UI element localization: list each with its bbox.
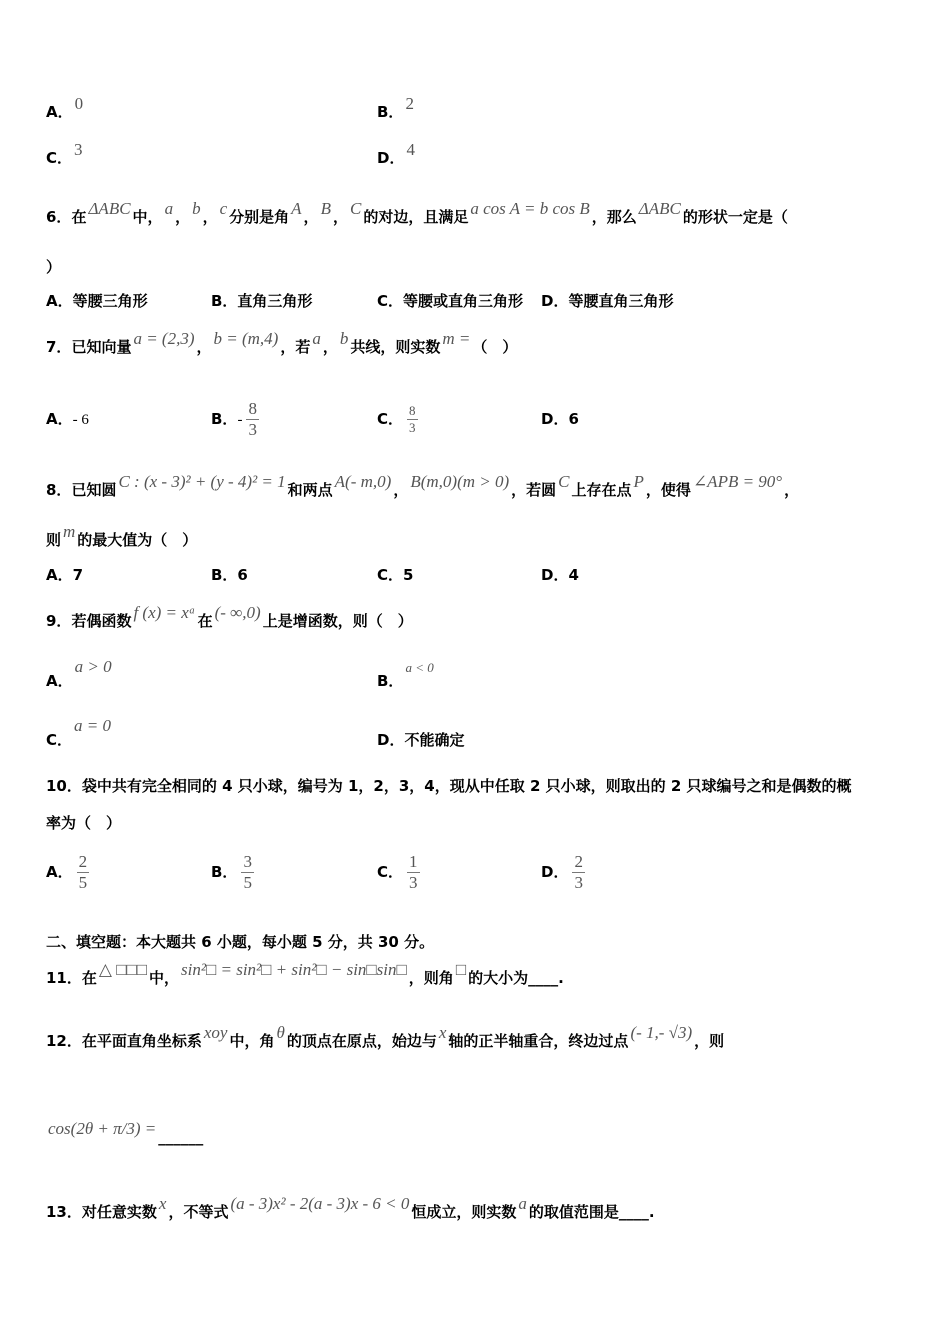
denominator: 3 [409, 420, 416, 435]
question-text: ， [175, 208, 191, 226]
question-text: 的取值范围是____. [528, 1203, 655, 1221]
math-expression: (- 1,- √3) [630, 1023, 693, 1042]
question-text: 分别是角 [229, 208, 290, 226]
option-label: A． [46, 410, 73, 428]
q7-option-c [377, 396, 422, 442]
question-text: 11． [46, 969, 82, 987]
math-expression: a = (2,3) [133, 329, 195, 348]
math-expression: c [219, 199, 228, 218]
question-text: ，若 [280, 338, 311, 356]
question-text: 中， [149, 969, 180, 987]
question-text: 的最大值为（ ） [77, 531, 198, 549]
q5-option-c [46, 140, 85, 168]
q8-option-c: C．5 [377, 566, 414, 584]
question-10-cont [46, 813, 121, 833]
q10-option-b [211, 848, 258, 896]
math-expression: (a - 3)x² - 2(a - 3)x - 6 < 0 [230, 1194, 410, 1213]
question-text: ） [46, 258, 62, 276]
q7-option-d: D．6 [541, 410, 579, 428]
question-text: 上是增函数，则（ ） [262, 612, 413, 630]
option-value: a = 0 [74, 716, 111, 735]
fraction [77, 852, 90, 893]
numerator: 8 [409, 403, 416, 418]
math-expression: m [63, 522, 76, 541]
question-text: 中， [132, 208, 163, 226]
option-label: C． [377, 410, 404, 428]
math-expression: a [312, 329, 321, 348]
question-text: 上存在点 [571, 481, 632, 499]
option-value: - 6 [72, 412, 89, 428]
question-text: ______ [158, 1128, 204, 1146]
question-text: ，则 [694, 1032, 725, 1050]
question-text: 和两点 [287, 481, 333, 499]
q9-option-d: D．不能确定 [377, 731, 465, 749]
q7-option-a [46, 409, 89, 430]
denominator: 5 [78, 873, 88, 892]
question-text: 12． [46, 1032, 82, 1050]
option-label: B． [377, 103, 404, 121]
math-expression: □ [455, 960, 467, 979]
question-text: ，则角 [408, 969, 454, 987]
question-text: 共线，则实数 [350, 338, 441, 356]
fraction [407, 403, 418, 436]
math-expression: θ [276, 1023, 285, 1042]
math-expression: C : (x - 3)² + (y - 4)² = 1 [118, 472, 286, 491]
option-value: a > 0 [74, 657, 112, 676]
math-expression: a [518, 1194, 527, 1213]
math-expression: B [320, 199, 331, 218]
q7-option-b [211, 396, 263, 443]
question-text: 6． [46, 208, 72, 226]
question-text: ， [332, 208, 348, 226]
question-text: 率为（ ） [46, 814, 122, 832]
question-8-cont [46, 522, 198, 550]
question-7 [46, 329, 518, 357]
math-expression: C [349, 199, 362, 218]
question-text: 轴的正半轴重合，终边过点 [448, 1032, 629, 1050]
q10-option-d [541, 848, 589, 896]
fraction [246, 399, 259, 440]
math-expression: (- ∞,0) [214, 603, 261, 622]
question-text: 10． [46, 777, 82, 795]
question-9 [46, 603, 413, 631]
question-text: 对任意实数 [81, 1203, 157, 1221]
question-text: 在 [71, 208, 87, 226]
option-value: 0 [74, 94, 84, 113]
option-label: A． [46, 863, 73, 881]
option-label: A． [46, 103, 73, 121]
question-12-formula [46, 1119, 204, 1147]
option-value: 2 [405, 94, 414, 113]
minus-sign: - [237, 412, 243, 428]
denominator: 3 [248, 420, 257, 439]
question-text: ， [784, 481, 800, 499]
question-text: （ ） [472, 338, 518, 356]
question-text: ，若圆 [511, 481, 557, 499]
q8-option-a: A．7 [46, 566, 84, 584]
question-text: 在 [81, 969, 97, 987]
option-label: C． [46, 731, 73, 749]
question-text: 的形状一定是（ [682, 208, 788, 226]
math-expression: a cos A = b cos B [470, 199, 590, 218]
question-10 [46, 776, 852, 796]
math-expression: x [438, 1023, 447, 1042]
math-expression: ΔABC [638, 199, 681, 218]
math-expression: m = [442, 329, 471, 348]
math-expression: b [192, 199, 201, 218]
question-text: 的大小为____. [468, 969, 564, 987]
q10-option-a [46, 848, 93, 896]
math-expression: cos(2θ + π/3) = [48, 1119, 157, 1138]
option-value: 3 [74, 140, 83, 159]
math-expression: b = (m,4) [213, 329, 279, 348]
option-label: B． [377, 672, 404, 690]
q8-option-b: B．6 [211, 566, 248, 584]
q9-option-c [46, 716, 113, 750]
option-label: D． [377, 149, 405, 167]
question-text: ， [303, 208, 319, 226]
question-8 [46, 472, 800, 500]
option-label: B． [211, 410, 238, 428]
math-expression: C [558, 472, 570, 491]
question-text: 7． [46, 338, 72, 356]
math-expression: f (x) = xᵃ [133, 603, 196, 622]
question-text: 已知向量 [71, 338, 132, 356]
option-label: C． [46, 149, 73, 167]
question-text: 已知圆 [71, 481, 117, 499]
fraction [572, 852, 585, 893]
question-11 [46, 960, 564, 988]
q6-option-d: D．等腰直角三角形 [541, 292, 674, 310]
question-text: ， [322, 338, 338, 356]
numerator: 8 [248, 399, 257, 418]
q10-option-c [377, 848, 424, 896]
question-text: 在平面直角坐标系 [81, 1032, 202, 1050]
question-text: 的对边，且满足 [363, 208, 469, 226]
question-text: 若偶函数 [71, 612, 132, 630]
math-expression: P [633, 472, 644, 491]
q6-option-c: C．等腰或直角三角形 [377, 292, 524, 310]
option-label: A． [46, 672, 73, 690]
denominator: 3 [409, 873, 418, 892]
question-text: 8． [46, 481, 72, 499]
fraction [407, 852, 420, 893]
question-6 [46, 199, 788, 227]
math-expression: b [339, 329, 349, 348]
question-text: 9． [46, 612, 72, 630]
math-expression: ∠APB = 90° [692, 472, 783, 491]
question-13 [46, 1194, 655, 1222]
math-expression: ΔABC [88, 199, 131, 218]
question-text: 袋中共有完全相同的 4 只小球，编号为 1，2，3，4，现从中任取 2 只小球，则取出的 2 只球编号之和是偶数的概 [81, 777, 852, 795]
question-text: ， [393, 481, 409, 499]
numerator: 2 [78, 852, 88, 871]
q5-option-d [377, 140, 417, 168]
option-label: B． [211, 863, 238, 881]
numerator: 2 [574, 852, 583, 871]
question-12 [46, 1023, 725, 1051]
question-text: ，使得 [645, 481, 691, 499]
question-text: 13． [46, 1203, 82, 1221]
option-value: 4 [406, 140, 415, 159]
question-text: 则 [46, 531, 62, 549]
math-expression: x [158, 1194, 167, 1213]
option-label: C． [377, 863, 404, 881]
q6-option-a: A．等腰三角形 [46, 292, 148, 310]
math-expression: a [164, 199, 174, 218]
math-expression: xoy [203, 1023, 228, 1042]
question-text: 的顶点在原点，始边与 [286, 1032, 437, 1050]
question-text: 中，角 [229, 1032, 275, 1050]
math-expression: sin²□ = sin²□ + sin²□ − sin□sin□ [181, 960, 407, 979]
q9-option-b [377, 660, 436, 692]
question-text: ，不等式 [168, 1203, 229, 1221]
numerator: 1 [409, 852, 418, 871]
math-expression: B(m,0)(m > 0) [410, 472, 510, 491]
q9-option-a [46, 657, 114, 691]
fraction [241, 852, 254, 893]
numerator: 3 [243, 852, 252, 871]
option-value: a < 0 [405, 660, 434, 675]
math-expression: △ □□□ [98, 960, 148, 979]
section-heading-fill-in: 二、填空题：本大题共 6 小题，每小题 5 分，共 30 分。 [46, 933, 435, 951]
math-expression: A(- m,0) [334, 472, 392, 491]
math-expression: A [291, 199, 302, 218]
question-6-cont [46, 257, 61, 277]
denominator: 5 [243, 873, 252, 892]
question-text: 恒成立，则实数 [411, 1203, 517, 1221]
option-label: D． [541, 863, 569, 881]
question-text: ， [196, 338, 212, 356]
denominator: 3 [574, 873, 583, 892]
question-text: 在 [197, 612, 213, 630]
q8-option-d: D．4 [541, 566, 579, 584]
q5-option-b [377, 94, 416, 122]
question-text: ，那么 [591, 208, 637, 226]
question-text: ， [202, 208, 218, 226]
q5-option-a [46, 94, 85, 122]
q6-option-b: B．直角三角形 [211, 292, 313, 310]
